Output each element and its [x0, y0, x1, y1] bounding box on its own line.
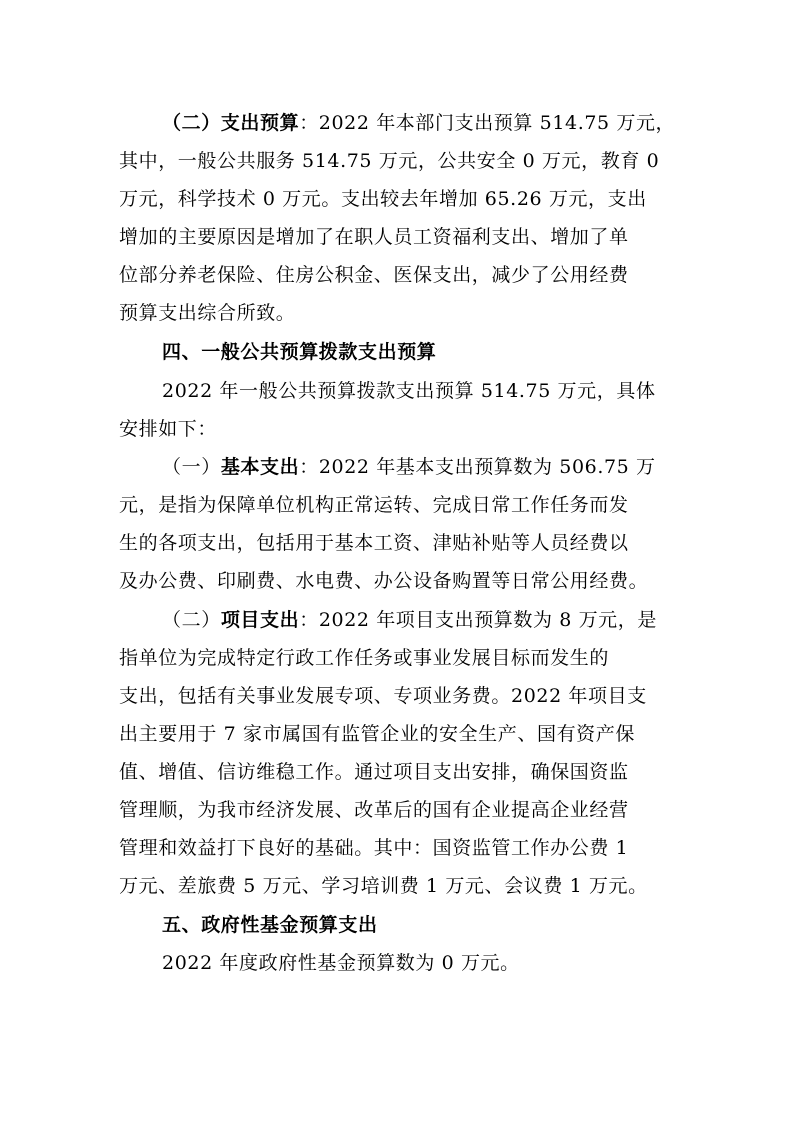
paragraph-line: 及办公费、印刷费、水电费、办公设备购置等日常公用经费。 [119, 570, 649, 592]
paragraph-line: 增加的主要原因是增加了在职人员工资福利支出、增加了单 [119, 226, 629, 248]
item-prefix: （一） [162, 456, 221, 478]
paragraph-line: 万元，科学技术 0 万元。支出较去年增加 65.26 万元，支出 [119, 188, 647, 210]
paragraph-line: 元，是指为保障单位机构正常运转、完成日常工作任务而发 [119, 494, 629, 516]
section-heading: 五、政府性基金预算支出 [162, 914, 378, 936]
paragraph-line: 安排如下： [119, 418, 218, 440]
paragraph-line: 管理和效益打下良好的基础。其中：国资监管工作办公费 1 [119, 837, 629, 859]
paragraph-line: 位部分养老保险、住房公积金、医保支出，减少了公用经费 [119, 264, 629, 286]
paragraph-text: ：2022 年基本支出预算数为 506.75 万 [299, 456, 656, 478]
paragraph-line: 指单位为完成特定行政工作任务或事业发展目标而发生的 [119, 647, 610, 669]
paragraph-line [0, 607, 793, 637]
section-heading: 四、一般公共预算拨款支出预算 [162, 341, 437, 363]
item-label: 基本支出 [220, 456, 300, 478]
paragraph-line: 出主要用于 7 家市属国有监管企业的安全生产、国有资产保 [119, 723, 635, 745]
paragraph-line: 万元、差旅费 5 万元、学习培训费 1 万元、会议费 1 万元。 [119, 875, 648, 897]
paragraph-text: ：2022 年本部门支出预算 514.75 万元， [299, 112, 676, 134]
paragraph-line [0, 454, 793, 484]
paragraph-line: 支出，包括有关事业发展专项、专项业务费。2022 年项目支 [119, 685, 647, 707]
paragraph-line: 2022 年度政府性基金预算数为 0 万元。 [162, 952, 520, 974]
paragraph-line: 2022 年一般公共预算拨款支出预算 514.75 万元，具体 [162, 380, 656, 402]
paragraph-line: 管理顺，为我市经济发展、改革后的国有企业提高企业经营 [119, 799, 629, 821]
paragraph-line: 其中，一般公共服务 514.75 万元，公共安全 0 万元，教育 0 [119, 150, 660, 172]
section-label: （二）支出预算 [162, 112, 300, 134]
paragraph-line: 生的各项支出，包括用于基本工资、津贴补贴等人员经费以 [119, 532, 629, 554]
paragraph-text: ：2022 年项目支出预算数为 8 万元，是 [299, 609, 657, 631]
paragraph-line: 预算支出综合所致。 [119, 302, 296, 324]
paragraph-line: 值、增值、信访维稳工作。通过项目支出安排，确保国资监 [119, 761, 629, 783]
paragraph-line [0, 110, 793, 140]
item-prefix: （二） [162, 609, 221, 631]
item-label: 项目支出 [220, 609, 300, 631]
